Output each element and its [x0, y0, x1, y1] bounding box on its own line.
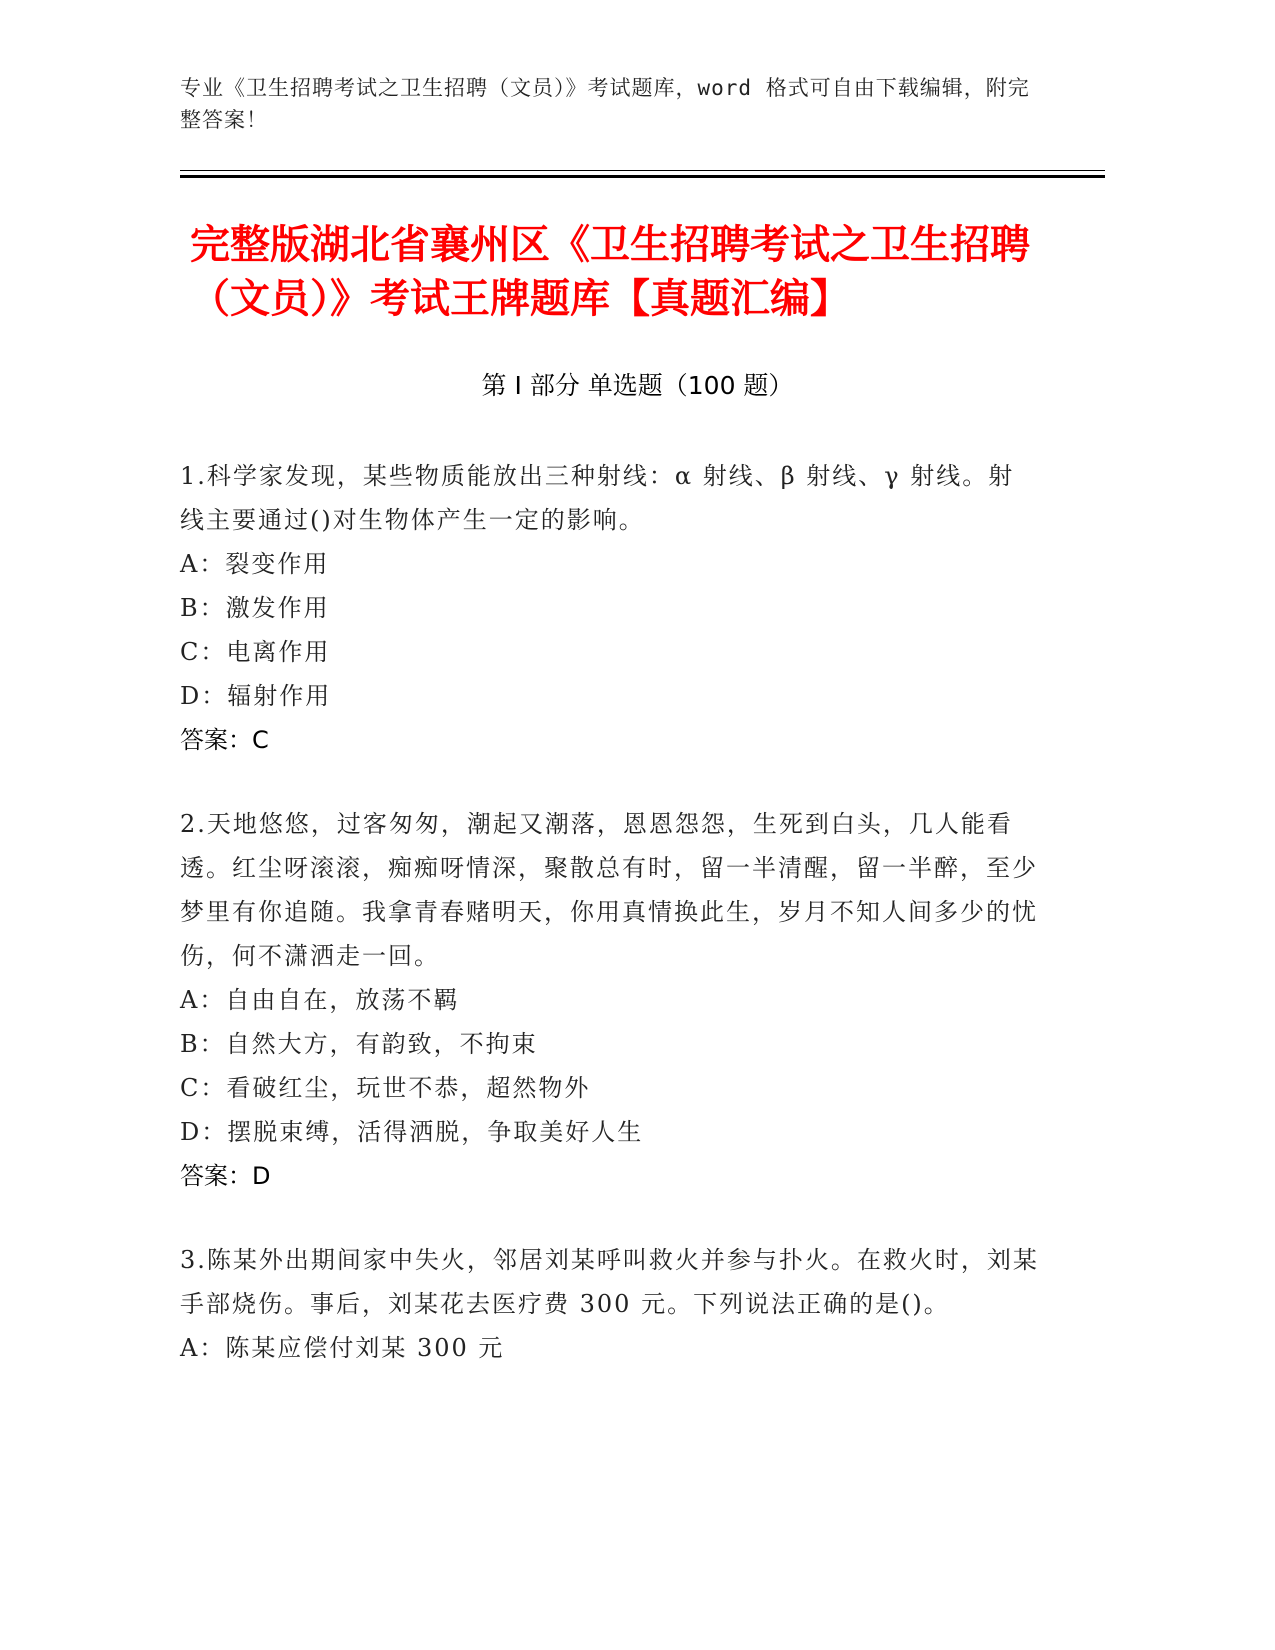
header-divider-thin: [180, 170, 1105, 171]
question-stem: 1.科学家发现，某些物质能放出三种射线：α 射线、β 射线、γ 射线。射线主要通过()对生物体产生一定的影响。: [180, 462, 1015, 534]
header-divider-thick: [180, 175, 1105, 178]
question-stem: 2.天地悠悠，过客匆匆，潮起又潮落，恩恩怨怨，生死到白头，几人能看透。红尘呀滚滚，痴痴呀情深，聚散总有时，留一半清醒，留一半醉，至少梦里有你追随。我拿青春赌明天，你用真情换此生，岁月不知人间多少的忧伤，何不潇洒走一回。: [180, 810, 1038, 970]
question-stem: 3.陈某外出期间家中失火，邻居刘某呼叫救火并参与扑火。在救火时，刘某手部烧伤。事后，刘某花去医疗费 300 元。下列说法正确的是()。: [180, 1246, 1039, 1318]
option-d: D：摆脱束缚，活得洒脱，争取美好人生: [180, 1118, 644, 1146]
question-1: [180, 454, 1040, 762]
option-a: A：陈某应偿付刘某 300 元: [180, 1334, 505, 1362]
option-a: A：裂变作用: [180, 550, 330, 578]
header-note: 专业《卫生招聘考试之卫生招聘（文员）》考试题库，word 格式可自由下载编辑，附完整答案！: [180, 76, 1030, 132]
document-title: 完整版湖北省襄州区《卫生招聘考试之卫生招聘（文员）》考试王牌题库【真题汇编】: [190, 222, 1030, 322]
option-c: C：看破红尘，玩世不恭，超然物外: [180, 1074, 591, 1102]
option-c: C：电离作用: [180, 638, 331, 666]
section-heading: 第 I 部分 单选题（100 题）: [481, 371, 794, 400]
option-b: B：激发作用: [180, 594, 330, 622]
answer: 答案：C: [180, 726, 269, 754]
option-a: A：自由自在，放荡不羁: [180, 986, 460, 1014]
question-3: [180, 1238, 1040, 1370]
option-d: D：辐射作用: [180, 682, 332, 710]
answer: 答案：D: [180, 1162, 271, 1190]
question-2: [180, 802, 1040, 1198]
option-b: B：自然大方，有韵致，不拘束: [180, 1030, 538, 1058]
